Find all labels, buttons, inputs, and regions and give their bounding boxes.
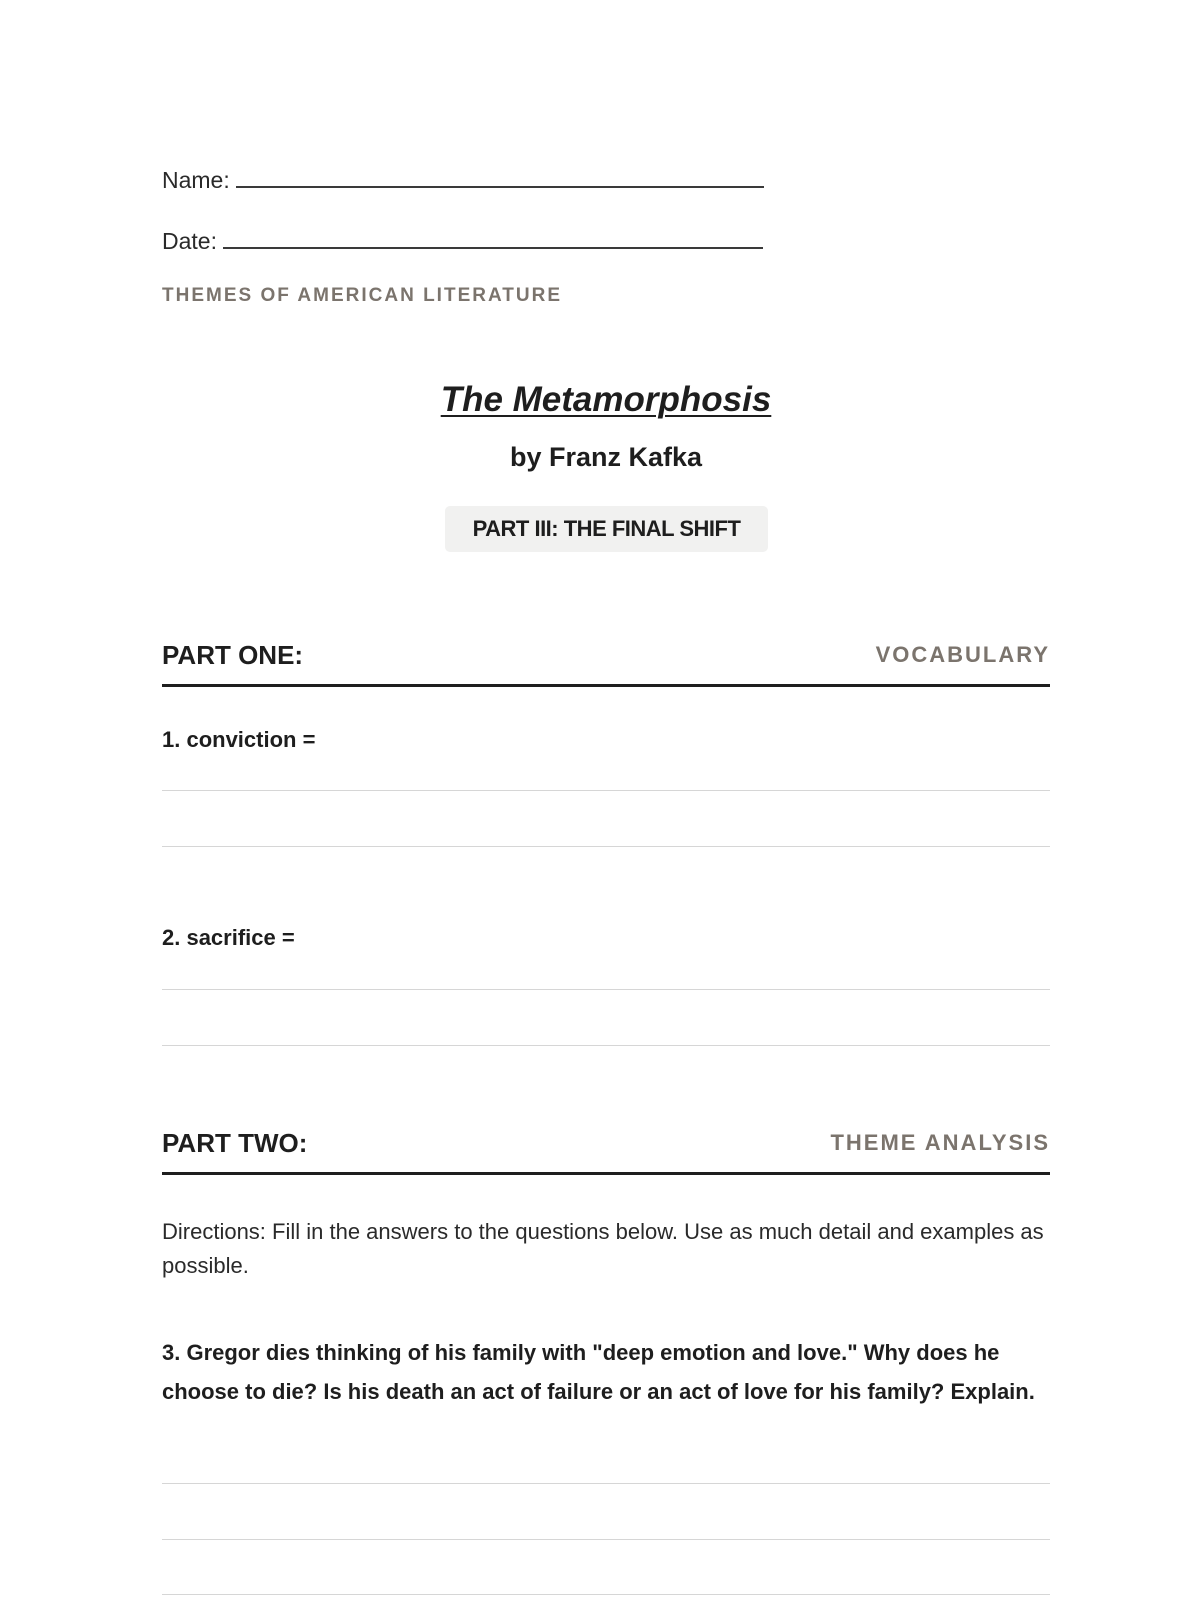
name-label: Name: bbox=[162, 167, 230, 193]
answer-line[interactable] bbox=[162, 1539, 1050, 1540]
answer-line[interactable] bbox=[162, 1594, 1050, 1595]
section-header-part-one bbox=[162, 640, 1050, 687]
vocab-item: 2. sacrifice = bbox=[162, 925, 295, 950]
course-title: THEMES OF AMERICAN LITERATURE bbox=[162, 285, 562, 306]
answer-line[interactable] bbox=[162, 790, 1050, 791]
name-blank-line[interactable] bbox=[236, 164, 764, 188]
date-field[interactable] bbox=[162, 225, 763, 255]
analysis-question: 3. Gregor dies thinking of his family with "deep emotion and love." Why does he choose to die? Is his death an act of failure or an act of love for his family? Explain. bbox=[162, 1340, 1035, 1404]
date-blank-line[interactable] bbox=[223, 225, 763, 249]
directions-text: Directions: Fill in the answers to the questions below. Use as much detail and examples as possible. bbox=[162, 1219, 1044, 1278]
vocab-item: 1. conviction = bbox=[162, 727, 316, 752]
answer-line[interactable] bbox=[162, 846, 1050, 847]
section-category: THEME ANALYSIS bbox=[830, 1130, 1050, 1155]
work-title: The Metamorphosis bbox=[440, 380, 772, 419]
date-label: Date: bbox=[162, 228, 217, 254]
work-author: by Franz Kafka bbox=[509, 442, 703, 472]
answer-line[interactable] bbox=[162, 1483, 1050, 1484]
section-label: PART ONE: bbox=[162, 640, 304, 670]
section-label: PART TWO: bbox=[162, 1128, 308, 1158]
section-header-part-two bbox=[162, 1128, 1050, 1175]
answer-line[interactable] bbox=[162, 989, 1050, 990]
name-field[interactable] bbox=[162, 164, 764, 194]
section-category: VOCABULARY bbox=[875, 642, 1050, 667]
answer-line[interactable] bbox=[162, 1045, 1050, 1046]
part-badge: PART III: THE FINAL SHIFT bbox=[445, 506, 768, 552]
